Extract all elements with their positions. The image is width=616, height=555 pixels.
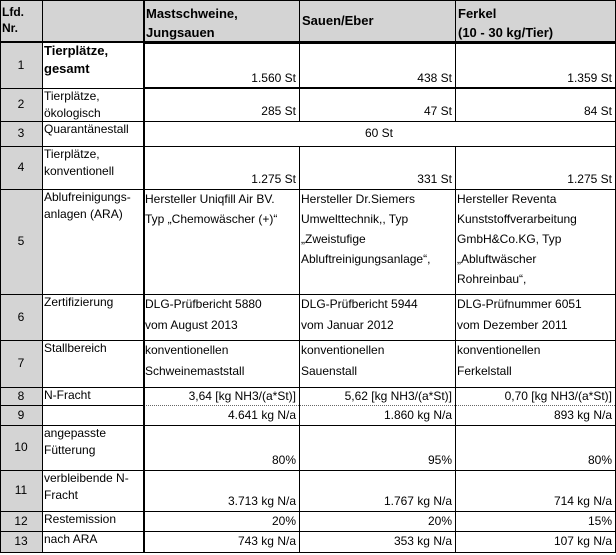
value-cell-v2: 20% (427, 514, 452, 528)
text-line: Ferkelstall (457, 364, 512, 378)
grid-line (0, 511, 616, 512)
text-line: Hersteller Dr.Siemers (301, 192, 416, 206)
grid-line (0, 340, 616, 341)
grid-line (299, 146, 300, 552)
text-line: Tierplätze, (44, 147, 100, 161)
grid-line (0, 121, 616, 122)
text-cell-t1 (143, 189, 299, 294)
text-line: konventionellen (145, 343, 229, 357)
text-line: Ablufreinigungs- (44, 190, 131, 204)
text-cell-t1 (143, 294, 299, 340)
text-line: Stallbereich (44, 341, 107, 355)
header-nr-label: Nr. (2, 21, 19, 35)
value-cell-v3: 107 kg N/a (553, 534, 612, 548)
text-line: Kunststoffverarbeitung (457, 212, 577, 226)
text-line: N-Fracht (44, 388, 91, 402)
text-line: vom Dezember 2011 (457, 318, 568, 332)
value-cell-v3: 893 kg N/a (553, 408, 612, 422)
value-cell-v3: 0,70 [kg NH3/(a*St)] (504, 389, 612, 403)
row-number: 6 (0, 294, 42, 340)
row-label (42, 146, 143, 189)
value-cell-v1: 285 St (261, 104, 296, 118)
grid-line (143, 87, 615, 89)
row-label (42, 121, 143, 146)
grid-line (0, 531, 616, 532)
value-cell-v3: 714 kg N/a (553, 494, 612, 508)
text-cell-t2 (299, 189, 455, 294)
header-label-blank (42, 0, 143, 42)
row-number: 5 (0, 189, 42, 294)
text-line: nach ARA (44, 532, 98, 546)
header-lfd-label: Lfd. (2, 5, 24, 19)
text-cell-t3 (455, 189, 615, 294)
grid-line (0, 294, 616, 295)
grid-line (0, 0, 1, 552)
row-number: 12 (0, 511, 42, 531)
text-cell-t3 (455, 340, 615, 387)
text-line: vom August 2013 (145, 318, 238, 332)
text-line: Zertifizierung (44, 295, 114, 309)
text-cell-t2 (299, 340, 455, 387)
text-line: Restemission (44, 512, 117, 526)
header-text: Jungsauen (146, 25, 215, 40)
row-number: 10 (0, 425, 42, 470)
merged-value: 60 St (364, 126, 394, 140)
row-number: 11 (0, 470, 42, 511)
text-line: konventionellen (457, 343, 541, 357)
grid-line (299, 0, 300, 121)
text-line: Rohreinbau“, (457, 272, 527, 286)
text-line: gesamt (44, 61, 90, 76)
text-line: anlagen (ARA) (44, 207, 123, 221)
text-cell-t2 (299, 294, 455, 340)
row-number: 7 (0, 340, 42, 387)
text-line: angepasste (44, 426, 107, 440)
value-cell-v2: 1.860 kg N/a (383, 408, 452, 422)
value-cell-v1: 1.275 St (251, 172, 296, 186)
value-cell-v3: 1.359 St (567, 71, 612, 85)
row-label (42, 340, 143, 387)
row-label (42, 189, 143, 294)
value-cell-v2: 5,62 [kg NH3/(a*St)] (344, 389, 452, 403)
row-label (42, 531, 143, 552)
row-number: 8 (0, 387, 42, 405)
text-line: Fracht (44, 488, 79, 502)
grid-line (0, 0, 616, 1)
header-text: Ferkel (458, 6, 497, 21)
value-cell-v2: 1.767 kg N/a (383, 494, 452, 508)
header-lfd-nr (0, 0, 42, 42)
text-line: konventionellen (301, 343, 385, 357)
grid-line (42, 0, 43, 552)
row-label (42, 387, 143, 405)
value-cell-v1: 3,64 [kg NH3/(a*St)] (188, 389, 296, 403)
grid-line (0, 425, 616, 426)
value-cell-v1: 20% (271, 514, 296, 528)
text-line: Quarantänestall (44, 122, 129, 136)
text-line: Umwelttechnik,, Typ (301, 212, 409, 226)
value-cell-v3: 1.275 St (567, 172, 612, 186)
header-col-sauen-eber (299, 0, 455, 42)
text-line: Hersteller Reventa (457, 192, 557, 206)
text-cell-t1 (143, 340, 299, 387)
text-line: Tierplätze, (44, 43, 109, 58)
row-label (42, 294, 143, 340)
value-cell-v1: 80% (271, 453, 296, 467)
text-line: „Zweistufige (301, 232, 366, 246)
text-line: DLG-Prüfnummer 6051 (457, 297, 582, 311)
header-col-ferkel (455, 0, 615, 42)
text-line: GmbH&Co.KG, Typ (457, 232, 562, 246)
text-line: Abluftreinigungsanlage“, (301, 252, 431, 266)
row-label (42, 470, 143, 511)
grid-line (143, 405, 615, 406)
row-number: 4 (0, 146, 42, 189)
header-text: (10 - 30 kg/Tier) (458, 25, 554, 40)
text-line: Sauenstall (301, 364, 358, 378)
text-line: Tierplätze, (44, 89, 100, 103)
row-number: 13 (0, 531, 42, 552)
grid-line (0, 189, 616, 190)
text-line: Schweinemaststall (145, 364, 245, 378)
text-line: verbleibende N- (44, 471, 129, 485)
text-line: Fütterung (44, 443, 96, 457)
text-line: Hersteller Uniqfill Air BV. (145, 192, 275, 206)
value-cell-v2: 438 St (417, 71, 452, 85)
row-number: 3 (0, 121, 42, 146)
row-label (42, 88, 143, 121)
value-cell-v1: 3.713 kg N/a (227, 494, 296, 508)
text-line: ökologisch (44, 106, 101, 120)
text-line: vom Januar 2012 (301, 318, 394, 332)
row-number: 2 (0, 88, 42, 121)
text-line: DLG-Prüfbericht 5944 (301, 297, 418, 311)
grid-line (0, 552, 616, 553)
row-label (42, 42, 143, 88)
row-label (42, 511, 143, 531)
value-cell-v2: 95% (427, 453, 452, 467)
row-number: 1 (0, 42, 42, 88)
value-cell-v2: 353 kg N/a (393, 534, 452, 548)
grid-line (455, 146, 456, 552)
header-text: Mastschweine, (146, 6, 238, 21)
value-cell-v3: 84 St (583, 104, 612, 118)
value-cell-v3: 15% (587, 514, 612, 528)
text-line: Typ „Chemowäscher (+)“ (145, 212, 278, 226)
value-cell-v1: 1.560 St (251, 71, 296, 85)
text-line: konventionell (44, 164, 115, 178)
header-text: Sauen/Eber (302, 13, 374, 28)
value-cell-v2: 47 St (423, 104, 452, 118)
row-label (42, 405, 143, 425)
grid-line (455, 0, 456, 121)
grid-line (0, 470, 616, 471)
grid-line (0, 387, 616, 388)
grid-line (0, 405, 143, 406)
text-cell-t3 (455, 294, 615, 340)
value-cell-v1: 4.641 kg N/a (227, 408, 296, 422)
grid-line (0, 146, 616, 147)
row-number: 9 (0, 405, 42, 425)
text-line: DLG-Prüfbericht 5880 (145, 297, 262, 311)
value-cell-v3: 80% (587, 453, 612, 467)
row-label (42, 425, 143, 470)
grid-line (143, 42, 615, 44)
value-cell-v1: 743 kg N/a (237, 534, 296, 548)
header-col-mastschweine (143, 0, 299, 42)
value-cell-v2: 331 St (417, 172, 452, 186)
grid-line (143, 0, 145, 552)
text-line: „Abluftwäscher (457, 252, 537, 266)
